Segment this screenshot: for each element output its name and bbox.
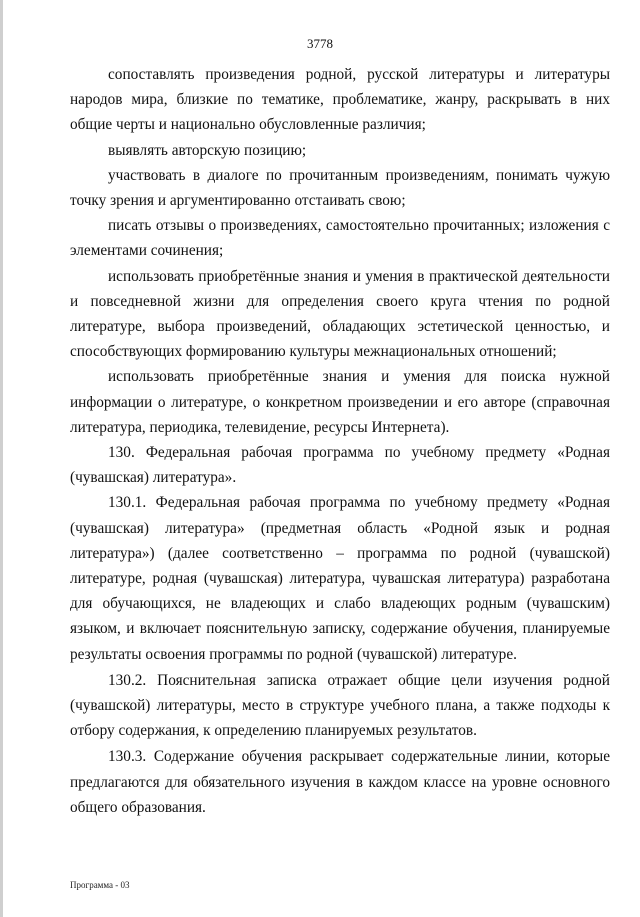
section-130-1: 130.1. Федеральная рабочая программа по учебному предмету «Родная (чувашская) литература» (предметная область «Родной язык и родная литература») (далее соответственно – программа по родной (чувашской) литературе, родная (чувашская) литература, чувашская литература) разработана для обучающихся, не владеющих и слабо владеющих родным (чувашским) языком, и включает пояснительную записку, содержание обучения, планируемые результаты освоения программы по родной (чувашской) литературе.	[70, 494, 610, 663]
paragraph: писать отзывы о произведениях, самостоятельно прочитанных; изложения с элементами сочинения;	[70, 217, 610, 260]
section-130-3: 130.3. Содержание обучения раскрывает содержательные линии, которые предлагаются для обязательного изучения в каждом классе на уровне основного общего образования.	[70, 748, 610, 816]
footer-label: Программа - 03	[70, 880, 130, 890]
page-number: 3778	[307, 36, 333, 51]
paragraph: участвовать в диалоге по прочитанным произведениям, понимать чужую точку зрения и аргументированно отстаивать свою;	[70, 166, 610, 210]
paragraph: выявлять авторскую позицию;	[108, 141, 307, 159]
paragraph: сопоставлять произведения родной, русской литературы и литературы народов мира, близкие по тематике, проблематике, жанру, раскрывать в них общие черты и национально обусловленные различия;	[70, 66, 610, 134]
body-text	[70, 62, 610, 820]
paragraph: использовать приобретённые знания и умения для поиска нужной информации о литературе, о конкретном произведении и его авторе (справочная литература, периодика, телевидение, ресурсы Интернета).	[70, 368, 610, 436]
section-130-2: 130.2. Пояснительная записка отражает общие цели изучения родной (чувашской) литературы, место в структуре учебного плана, а также подходы к отбору содержания, к определению планируемых результатов.	[70, 671, 610, 740]
section-heading-130: 130. Федеральная рабочая программа по учебному предмету «Родная (чувашская) литература».	[70, 444, 610, 487]
scan-edge	[0, 0, 3, 917]
paragraph: использовать приобретённые знания и умения в практической деятельности и повседневной жизни для определения своего круга чтения по родной литературе, выбора произведений, обладающих эстетической ценностью, и способствующих формированию культуры межнациональных отношений;	[70, 267, 610, 361]
